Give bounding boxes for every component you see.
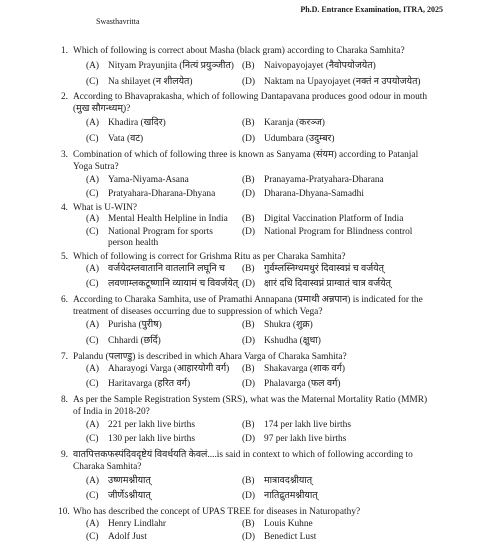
- option-text: Aharayogi Varga (आहारयोगी वर्ग): [108, 364, 230, 374]
- option-text: लवणाम्लकटूष्णानि व्यायामं च विवर्जयेत्: [108, 279, 239, 289]
- option-label: (C): [86, 491, 99, 501]
- option-label: (A): [86, 175, 100, 185]
- option-label: (D): [242, 279, 256, 289]
- option-label: (A): [86, 420, 100, 430]
- option-label: (C): [86, 77, 99, 87]
- option-label: (D): [242, 77, 256, 87]
- option-text: Yama-Niyama-Asana: [108, 175, 189, 185]
- question-number: 8.: [60, 395, 68, 405]
- option-label: (B): [242, 519, 255, 529]
- option-label: (A): [86, 364, 100, 374]
- question-stem: According to Bhavaprakasha, which of following Dantapavana produces good odour in mouth (मुख सौगन्ध्यम्)?: [73, 92, 428, 114]
- option-label: (D): [242, 379, 256, 389]
- option-text: Naivopayojayet (नैवोपयोजयेत): [264, 61, 376, 71]
- question-number: 6.: [60, 295, 68, 305]
- option-label: (C): [86, 227, 99, 237]
- option-text: Dharana-Dhyana-Samadhi: [264, 189, 364, 199]
- option-text: Adolf Just: [108, 532, 147, 542]
- option-text: Khadira (खदिर): [108, 118, 166, 128]
- option-label: (C): [86, 532, 99, 542]
- option-text: मात्रावदश्नीयात्: [264, 476, 313, 486]
- option-label: (A): [86, 320, 100, 330]
- option-label: (B): [242, 476, 255, 486]
- option-text: उष्णमश्नीयात्: [108, 476, 151, 486]
- option-text: Mental Health Helpline in India: [108, 214, 228, 224]
- option-text: Vata (वट): [108, 134, 144, 144]
- question-number: 4.: [60, 203, 68, 213]
- option-text: 130 per lakh live births: [108, 434, 195, 444]
- option-label: (B): [242, 420, 255, 430]
- question-number: 1.: [60, 46, 68, 56]
- option-label: (C): [86, 134, 99, 144]
- question-number: 10.: [58, 507, 70, 517]
- option-text: 97 per lakh live births: [264, 434, 347, 444]
- option-label: (C): [86, 336, 99, 346]
- question-stem: Palandu (पलाण्डु) is described in which Ahara Varga of Charaka Samhita?: [73, 352, 347, 362]
- option-text: Henry Lindlahr: [108, 519, 167, 529]
- option-label: (C): [86, 189, 99, 199]
- option-label: (B): [242, 214, 255, 224]
- option-label: (B): [242, 364, 255, 374]
- option-text: जीर्णेऽश्नीयात्: [108, 491, 151, 501]
- subject-title: Swasthavritta: [96, 17, 140, 26]
- option-text: Karanja (करञ्ज): [264, 118, 325, 128]
- question-stem: According to Charaka Samhita, use of Pramathi Annapana (प्रमाथी अन्नपान) is indicated for the treatment of diseases occurring due to suppression of which Vega?: [73, 295, 423, 317]
- option-text: Pranayama-Pratyahara-Dharana: [264, 175, 384, 185]
- option-label: (C): [86, 279, 99, 289]
- option-label: (A): [86, 61, 100, 71]
- option-label: (A): [86, 264, 100, 274]
- option-text: Louis Kuhne: [264, 519, 313, 529]
- option-text: Pratyahara-Dharana-Dhyana: [108, 189, 216, 199]
- option-text: Kshudha (क्षुधा): [264, 336, 321, 346]
- option-text: Benedict Lust: [264, 532, 317, 542]
- option-label: (B): [242, 61, 255, 71]
- option-label: (D): [242, 227, 256, 237]
- option-text: Na shilayet (न शीलयेत): [108, 77, 193, 87]
- option-label: (B): [242, 264, 255, 274]
- question-stem: Which of following is correct for Grishma Ritu as per Charaka Samhita?: [73, 252, 346, 262]
- option-label: (B): [242, 320, 255, 330]
- option-label: (D): [242, 189, 256, 199]
- option-text: Naktam na Upayojayet (नक्तं न उपयोजयेत): [264, 77, 421, 87]
- question-stem: As per the Sample Registration System (SRS), what was the Maternal Mortality Ratio (MMR) of India in 2018-20?: [73, 395, 428, 417]
- option-label: (A): [86, 214, 100, 224]
- option-text: गुर्वम्लस्निग्धमधुरं दिवास्वप्नं च वर्जयेत्: [264, 264, 384, 274]
- option-text: Haritavarga (हरित वर्ग): [108, 379, 191, 389]
- option-text: Digital Vaccination Platform of India: [264, 214, 404, 224]
- question-stem: What is U-WIN?: [73, 203, 138, 213]
- question-stem: Who has described the concept of UPAS TREE for diseases in Naturopathy?: [73, 507, 361, 517]
- question-number: 2.: [60, 92, 68, 102]
- option-label: (D): [242, 434, 256, 444]
- option-text: Phalavarga (फल वर्ग): [264, 379, 341, 389]
- option-text: 174 per lakh live births: [264, 420, 351, 430]
- option-text: Chhardi (छर्दि): [108, 336, 161, 346]
- question-stem: Which of following is correct about Masha (black gram) according to Charaka Samhita?: [73, 46, 405, 56]
- option-text: National Program for Blindness control: [264, 227, 413, 237]
- option-label: (A): [86, 118, 100, 128]
- option-label: (C): [86, 434, 99, 444]
- option-label: (C): [86, 379, 99, 389]
- option-text: क्षारं दधि दिवास्वप्नं प्राग्वातं चात्र वर्जयेत्: [264, 279, 392, 289]
- option-label: (B): [242, 118, 255, 128]
- option-text: Shakavarga (शाक वर्ग): [264, 364, 345, 374]
- option-text: Nityam Prayunjita (नित्यं प्रयुञ्जीत): [108, 61, 234, 71]
- option-text: वर्जयेदम्लवातानि वातलानि लघूनि च: [108, 264, 225, 274]
- option-label: (B): [242, 175, 255, 185]
- option-text: Udumbara (उदुम्बर): [264, 134, 335, 144]
- question-stem: Combination of which of following three is known as Sanyama (संयम) according to Patanjal Yoga Sutra?: [73, 150, 419, 172]
- option-text: Purisha (पुरीष): [108, 320, 162, 330]
- option-text: 221 per lakh live births: [108, 420, 195, 430]
- question-stem: वातपित्तकफस्पंदिवदृष्टेयं विवर्धयति केवलं....is said in context to which of following according to Charaka Samhita?: [73, 450, 413, 472]
- question-number: 3.: [60, 150, 68, 160]
- exam-title: Ph.D. Entrance Examination, ITRA, 2025: [300, 5, 443, 14]
- option-label: (A): [86, 476, 100, 486]
- option-label: (A): [86, 519, 100, 529]
- option-text: नातिद्रुतमश्नीयात्: [264, 491, 318, 501]
- option-label: (D): [242, 134, 256, 144]
- option-label: (D): [242, 336, 256, 346]
- option-label: (D): [242, 491, 256, 501]
- option-label: (D): [242, 532, 256, 542]
- option-text: National Program for sports person health: [108, 227, 213, 248]
- question-number: 5.: [60, 252, 68, 262]
- option-text: Shukra (शुक्र): [264, 320, 313, 330]
- question-number: 7.: [60, 352, 68, 362]
- question-number: 9.: [60, 450, 68, 460]
